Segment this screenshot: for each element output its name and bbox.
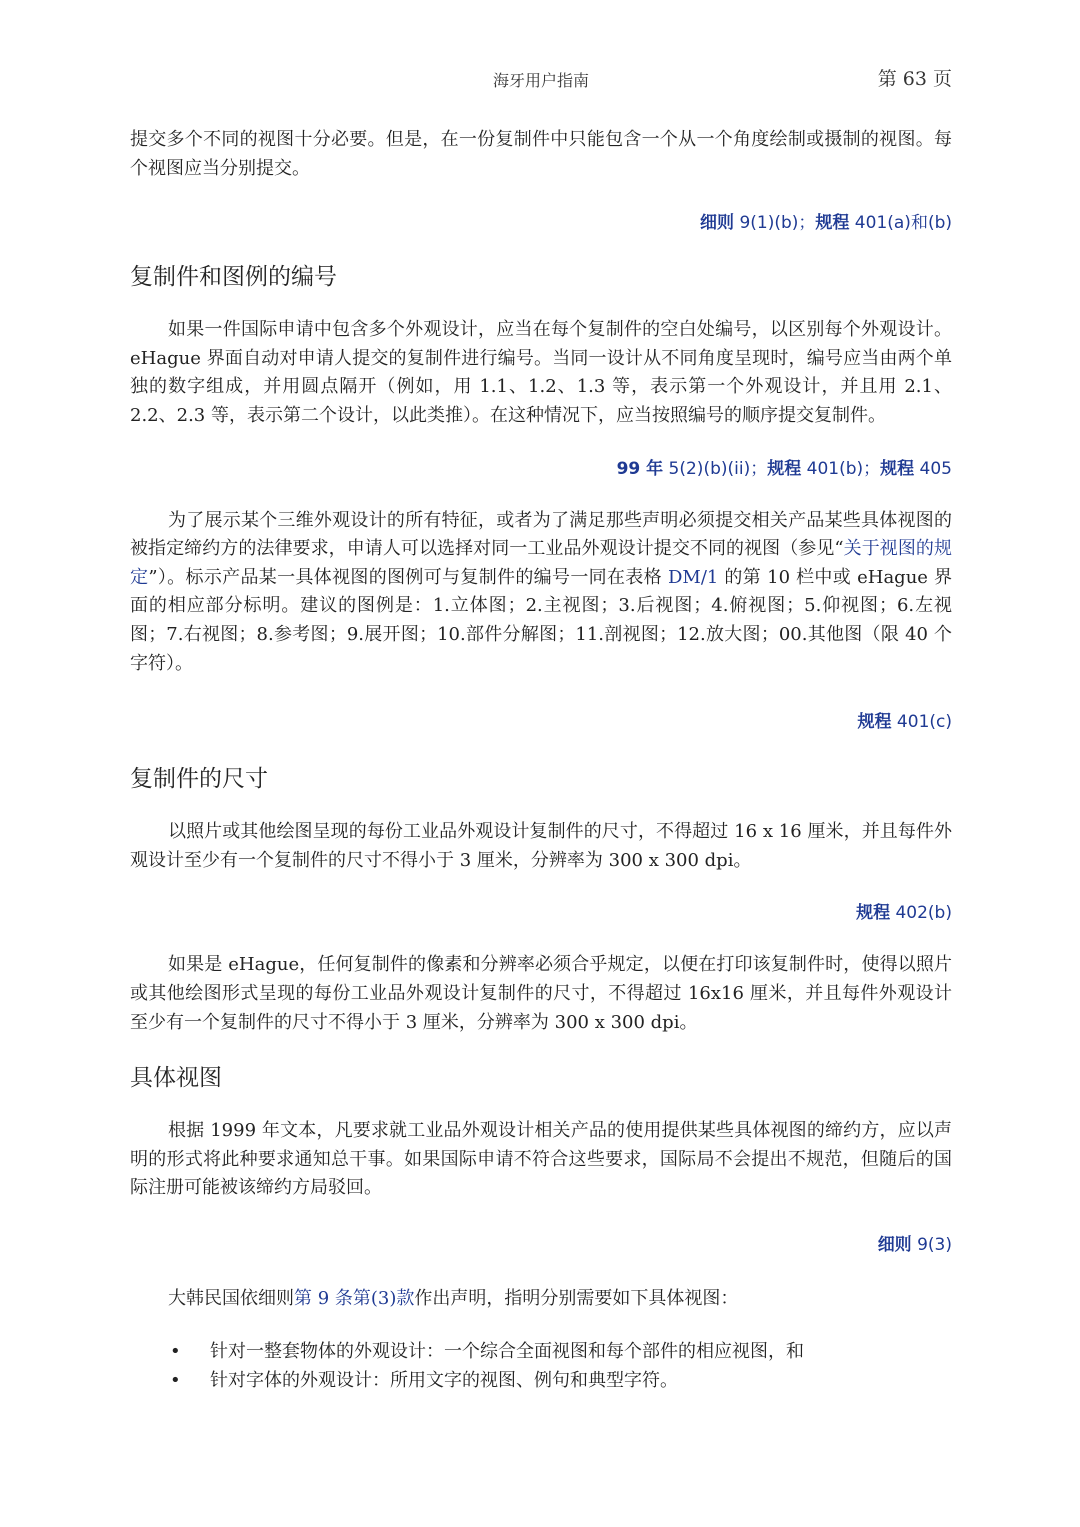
ref3-a: 规程 xyxy=(857,712,892,733)
ref3-b: 401(c) xyxy=(891,712,952,733)
ref1-a: 细则 xyxy=(700,213,735,234)
p3-text-3: 的第 10 栏中或 eHague 界面的相应部分标明。建议的图例是：1.立体图；2.主视图；3.后视图；4.俯视图；5.仰视图；6.左视图；7.右视图；8.参考图；9.展开图；10.部件分解图；11.剖视图；12.放大图；00.其他图（限 40 个字符）。 xyxy=(130,566,952,674)
link-rule-9-3[interactable]: 第 9 条第(3)款 xyxy=(294,1287,415,1309)
paragraph-6: 根据 1999 年文本，凡要求就工业品外观设计相关产品的使用提供某些具体视图的缔约方，应以声明的形式将此种要求通知总干事。如果国际申请不符合这些要求，国际局不会提出不规范，但随后的国际注册可能被该缔约方局驳回。 xyxy=(130,1120,952,1199)
paragraph-1: 提交多个不同的视图十分必要。但是，在一份复制件中只能包含一个从一个角度绘制或摄制的视图。每个视图应当分别提交。 xyxy=(130,129,952,179)
ref2-e: 规程 xyxy=(880,458,915,479)
ref2-b: 5(2)(b)(ii)； xyxy=(663,458,768,479)
link-view-rules[interactable]: 关于视图的规定 xyxy=(130,538,952,588)
bullet-dot: • xyxy=(170,1370,181,1392)
ref2-c: 规程 xyxy=(767,458,802,479)
page-content xyxy=(130,126,952,1395)
paragraph-2: 如果一件国际申请中包含多个外观设计，应当在每个复制件的空白处编号，以区别每个外观设计。eHague 界面自动对申请人提交的复制件进行编号。当同一设计从不同角度呈现时，编号应当由两个单独的数字组成，并用圆点隔开（例如，用 1.1、1.2、1.3 等，表示第一个外观设计，并且用 2.1、2.2、2.3 等，表示第二个设计，以此类推）。在这种情况下，应当按照编号的顺序提交复制件。 xyxy=(130,319,952,426)
p7-text-2: 作出声明，指明分别需要如下具体视图： xyxy=(414,1287,739,1309)
ref5-a: 细则 xyxy=(877,1234,912,1255)
list-item xyxy=(130,1366,952,1395)
header-page-number: 第 63 页 xyxy=(877,68,952,90)
ref2-d: 401(b)； xyxy=(801,458,881,479)
reference-2 xyxy=(130,457,952,481)
ref4-a: 规程 xyxy=(856,903,891,924)
bullet-text: 针对一整套物体的外观设计：一个综合全面视图和每个部件的相应视图，和 xyxy=(210,1341,804,1363)
list-item xyxy=(130,1337,952,1366)
link-form-dm1[interactable]: DM/1 xyxy=(668,566,719,588)
ref1-c: 规程 xyxy=(815,213,850,234)
paragraph-4: 以照片或其他绘图呈现的每份工业品外观设计复制件的尺寸，不得超过 16 x 16 厘米，并且每件外观设计至少有一个复制件的尺寸不得小于 3 厘米，分辨率为 300 x 300 dpi。 xyxy=(130,821,952,871)
section-title-numbering: 复制件和图例的编号 xyxy=(130,264,337,291)
ref4-b: 402(b) xyxy=(890,903,952,924)
page-header xyxy=(130,62,952,92)
p7-text-1: 大韩民国依细则 xyxy=(168,1287,294,1309)
bullet-list xyxy=(130,1337,952,1395)
ref1-b: 9(1)(b)； xyxy=(734,213,816,234)
bullet-text: 针对字体的外观设计：所用文字的视图、例句和典型字符。 xyxy=(210,1370,678,1392)
header-title: 海牙用户指南 xyxy=(492,71,589,90)
ref5-b: 9(3) xyxy=(911,1234,952,1255)
ref2-a: 99 年 xyxy=(616,458,664,479)
paragraph-3 xyxy=(130,507,952,679)
reference-5 xyxy=(130,1233,952,1257)
paragraph-7 xyxy=(130,1285,952,1314)
section-title-size: 复制件的尺寸 xyxy=(130,766,268,793)
reference-4 xyxy=(130,901,952,925)
reference-1 xyxy=(130,211,952,235)
ref1-d: 401(a)和(b) xyxy=(849,213,952,234)
bullet-dot: • xyxy=(170,1341,181,1363)
p3-text-1: 为了展示某个三维外观设计的所有特征，或者为了满足那些声明必须提交相关产品某些具体视图的被指定缔约方的法律要求，申请人可以选择对同一工业品外观设计提交不同的视图（参见“ xyxy=(130,509,952,560)
p3-text-2: ”）。标示产品某一具体视图的图例可与复制件的编号一同在表格 xyxy=(148,566,668,588)
ref2-f: 405 xyxy=(914,458,952,479)
paragraph-5: 如果是 eHague，任何复制件的像素和分辨率必须合乎规定，以便在打印该复制件时，使得以照片或其他绘图形式呈现的每份工业品外观设计复制件的尺寸，不得超过 16x16 厘米，并且每件外观设计至少有一个复制件的尺寸不得小于 3 厘米，分辨率为 300 x 300 dpi。 xyxy=(130,954,952,1033)
reference-3 xyxy=(130,710,952,734)
section-title-specific-views: 具体视图 xyxy=(130,1065,222,1092)
